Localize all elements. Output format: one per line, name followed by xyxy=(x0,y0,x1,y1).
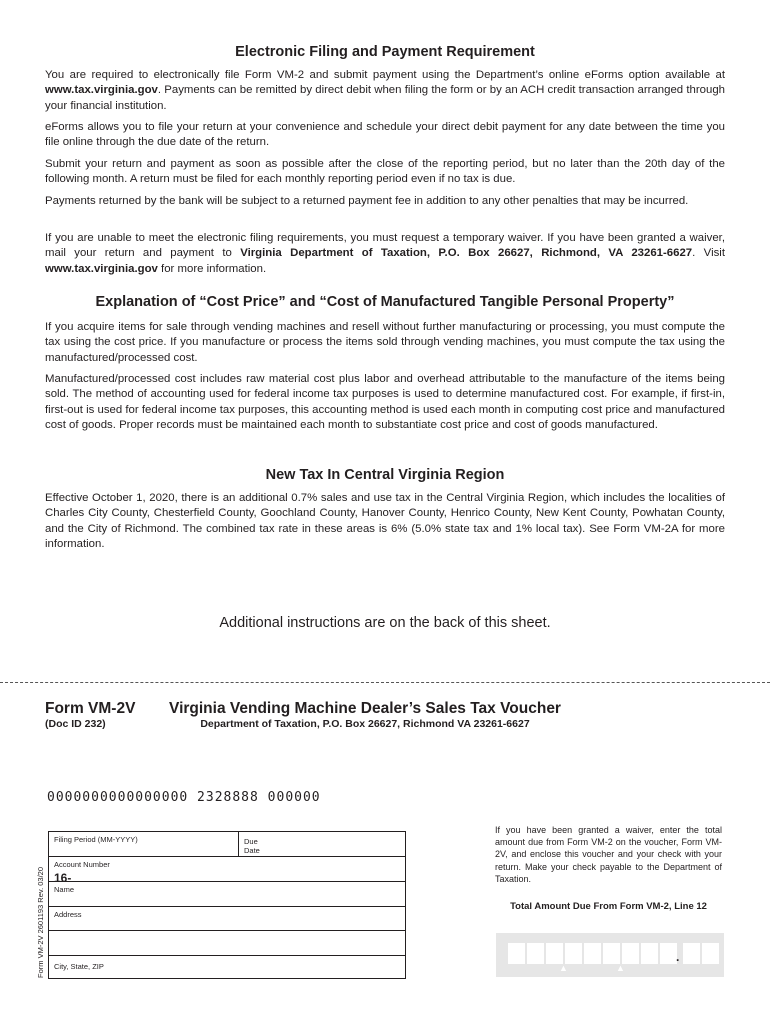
amount-digit-box[interactable] xyxy=(508,943,525,964)
mailing-address: Virginia Department of Taxation, P.O. Box 26627, Richmond, VA 23261-6627 xyxy=(240,247,693,260)
paragraph-cost-price: If you acquire items for sale through vending machines and resell without further manufacturing or processing, you must compute the tax using the cost price. If you manufacture or process the items sold through vending machines, you must compute the tax using the manufactured/processed cost. xyxy=(45,321,725,364)
amount-digit-box[interactable] xyxy=(683,943,700,964)
account-number-field[interactable] xyxy=(49,857,405,885)
amount-digit-box[interactable] xyxy=(546,943,563,964)
name-field[interactable] xyxy=(49,882,405,907)
paragraph-efile-requirement xyxy=(45,68,725,114)
amount-digit-box[interactable] xyxy=(584,943,601,964)
address-line-2-field[interactable] xyxy=(49,931,405,956)
thousands-marker-icon: ▲ xyxy=(616,963,625,973)
account-number-value: 16- xyxy=(54,871,72,885)
amount-digit-box[interactable] xyxy=(660,943,680,964)
paragraph-text: . Payments can be remitted by direct debit when filing the form or by an ACH credit transaction arranged through your financial institution. xyxy=(45,84,725,112)
voucher-department-address: Department of Taxation, P.O. Box 26627, Richmond VA 23261-6627 xyxy=(200,718,530,730)
decimal-point: . xyxy=(676,950,680,964)
total-amount-entry[interactable] xyxy=(496,933,724,977)
paragraph-text: for more information. xyxy=(157,262,267,275)
paragraph-waiver xyxy=(45,231,725,277)
name-label: Name xyxy=(54,885,75,894)
tax-website-link[interactable]: www.tax.virginia.gov xyxy=(45,262,158,275)
section-title-electronic-filing: Electronic Filing and Payment Requirement xyxy=(235,44,535,60)
additional-instructions-note: Additional instructions are on the back of this sheet. xyxy=(219,615,551,631)
address-label: Address xyxy=(54,910,82,919)
paragraph-eforms: eForms allows you to file your return at your convenience and schedule your direct debit payment for any date between the time you file online through the due date of the return. xyxy=(45,121,725,149)
total-amount-label: Total Amount Due From Form VM-2, Line 12 xyxy=(510,901,707,912)
due-date-label: Due Date xyxy=(244,837,260,855)
section-title-cost-price: Explanation of “Cost Price” and “Cost of Manufactured Tangible Personal Property” xyxy=(95,294,675,310)
form-revision-side-text: Form VM-2V 2601193 Rev. 03/20 xyxy=(36,866,45,978)
voucher-title: Virginia Vending Machine Dealer’s Sales Tax Voucher xyxy=(169,700,561,717)
paragraph-submit-deadline: Submit your return and payment as soon as possible after the close of the reporting period, but no later than the 20th day of the following month. A return must be filed for each monthly reporting period even if no tax is due. xyxy=(45,158,725,186)
form-id: Form VM-2V xyxy=(45,700,136,717)
paragraph-text: If you are unable to meet the electronic filing requirements, you must request a temporary waiver. If you have been granted a waiver, mail your return and payment to xyxy=(45,232,725,260)
waiver-instructions: If you have been granted a waiver, enter the total amount due from Form VM-2 on the voucher, Form VM-2V, and enclose this voucher and your check with your return. Make your check payable to the Department of Taxation. xyxy=(495,825,722,884)
ocr-scanline: 0000000000000000 2328888 000000 xyxy=(47,790,321,805)
filing-period-label: Filing Period (MM-YYYY) xyxy=(54,835,138,844)
paragraph-text: . Visit xyxy=(692,247,725,260)
tax-website-link[interactable]: www.tax.virginia.gov xyxy=(45,84,158,97)
amount-digit-box[interactable] xyxy=(622,943,639,964)
city-state-zip-label: City, State, ZIP xyxy=(54,962,104,971)
paragraph-central-virginia-tax: Effective October 1, 2020, there is an additional 0.7% sales and use tax in the Central Virginia Region, which includes the localities of Charles City County, Chesterfield County, Goochland County, Hanover County, Henrico County, New Kent County, Powhatan County, and the City of Richmond. The combined tax rate in these areas is 6% (5.0% state tax and 1% local tax). See Form VM-2A for more information. xyxy=(45,492,725,551)
paragraph-text: You are required to electronically file Form VM-2 and submit payment using the Department’s online eForms option available at xyxy=(45,69,725,81)
amount-digit-box[interactable] xyxy=(527,943,544,964)
amount-digit-box[interactable] xyxy=(641,943,658,964)
filing-period-row xyxy=(49,832,405,857)
doc-id: (Doc ID 232) xyxy=(45,718,106,730)
paragraph-returned-payments: Payments returned by the bank will be subject to a returned payment fee in addition to any other penalties that may be incurred. xyxy=(45,195,689,207)
thousands-marker-icon: ▲ xyxy=(559,963,568,973)
due-date-field[interactable] xyxy=(238,832,260,856)
section-title-central-virginia-tax: New Tax In Central Virginia Region xyxy=(265,467,505,483)
paragraph-manufactured-cost: Manufactured/processed cost includes raw material cost plus labor and overhead attributable to the manufacture of the items being sold. The method of accounting used for federal income tax purposes is used to determine manufactured cost. For example, if first-in, first-out is used for federal income tax purposes, this accounting method is used each month in computing cost price and manufactured cost of goods. Proper records must be maintained each month to substantiate cost price and cost of goods manufactured. xyxy=(45,373,726,432)
amount-digit-box[interactable] xyxy=(702,943,719,964)
address-field[interactable] xyxy=(49,907,405,931)
account-number-label: Account Number xyxy=(54,860,110,869)
amount-digit-box[interactable] xyxy=(603,943,620,964)
city-state-zip-field[interactable] xyxy=(49,956,405,978)
taxpayer-info-grid xyxy=(48,831,406,979)
amount-digit-box[interactable] xyxy=(565,943,582,964)
detach-dashed-line xyxy=(0,682,770,683)
